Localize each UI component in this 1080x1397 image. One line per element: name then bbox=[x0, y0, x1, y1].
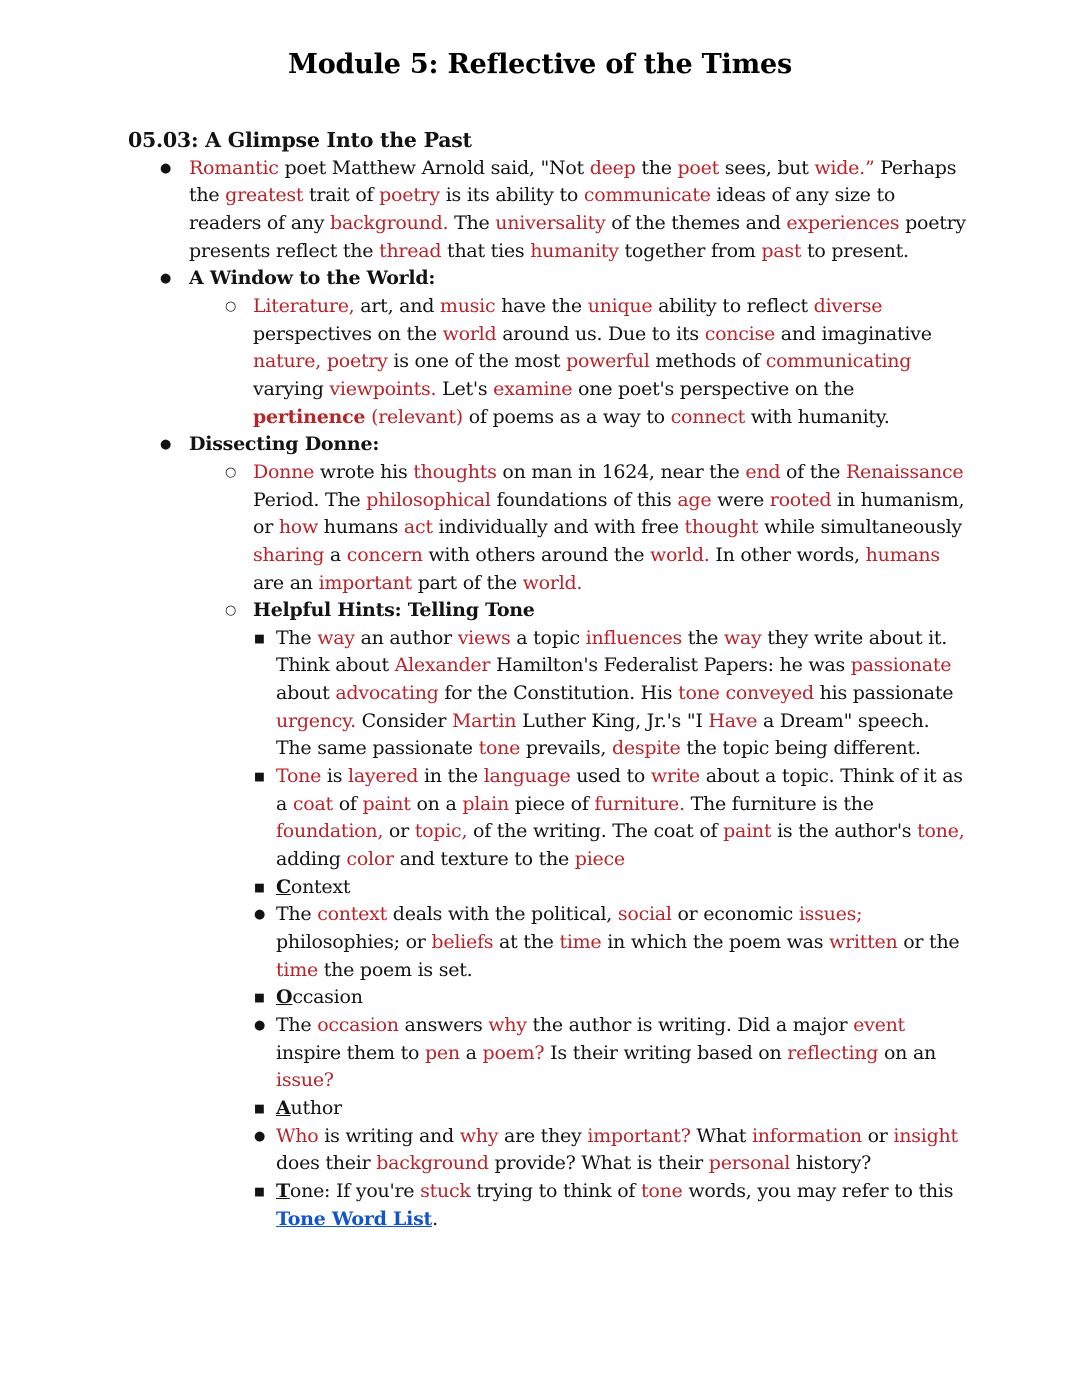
circle-bullet-icon: ○ bbox=[225, 603, 237, 619]
list-item bbox=[128, 155, 968, 266]
text-run: urgency. bbox=[276, 709, 356, 732]
text-run: thought bbox=[684, 516, 759, 539]
square-bullet-icon: ■ bbox=[254, 630, 265, 645]
text-run: diverse bbox=[813, 294, 883, 317]
text-run: is writing and bbox=[318, 1124, 460, 1147]
text-run: of bbox=[332, 792, 363, 815]
list-item-text bbox=[276, 1097, 342, 1119]
text-run: that ties bbox=[441, 239, 531, 262]
text-run: concise bbox=[704, 322, 775, 345]
square-bullet-icon: ■ bbox=[254, 990, 265, 1005]
text-run: In other words, bbox=[709, 543, 866, 566]
text-run: answers bbox=[398, 1014, 489, 1036]
text-run: foundations of this bbox=[490, 488, 678, 511]
text-run: they write about it. Think about bbox=[276, 626, 948, 677]
text-run: sees, but bbox=[718, 156, 815, 179]
text-run: Dissecting Donne: bbox=[189, 433, 380, 456]
text-run: color bbox=[346, 848, 394, 871]
text-run: The bbox=[448, 211, 496, 234]
text-run: pen bbox=[424, 1041, 460, 1064]
text-run: humans bbox=[865, 543, 940, 566]
text-run: plain bbox=[462, 792, 509, 815]
text-run: information bbox=[751, 1124, 862, 1147]
text-run: tone, bbox=[917, 820, 965, 843]
list-item-text bbox=[253, 461, 964, 594]
text-run: world. bbox=[522, 571, 583, 594]
text-run: thread bbox=[379, 239, 442, 262]
list-item bbox=[128, 625, 968, 763]
text-run: issues; bbox=[798, 903, 863, 926]
text-run: reflecting bbox=[787, 1041, 879, 1064]
text-run: humanity bbox=[530, 239, 619, 262]
circle-bullet-icon: ○ bbox=[225, 298, 237, 314]
text-run: or bbox=[383, 820, 415, 843]
text-run: the topic being different. bbox=[680, 737, 921, 760]
text-run: trait of bbox=[303, 184, 380, 207]
text-run: C bbox=[276, 875, 291, 898]
text-run: context bbox=[317, 903, 387, 926]
list-item-text bbox=[276, 903, 959, 980]
list-item bbox=[128, 431, 968, 459]
text-run: sharing bbox=[253, 543, 325, 566]
text-run: why bbox=[459, 1124, 499, 1147]
text-run: end bbox=[745, 460, 781, 483]
text-run: uthor bbox=[290, 1096, 342, 1119]
text-run: in which the poem was bbox=[601, 931, 830, 954]
text-run: age bbox=[677, 488, 712, 511]
text-run: with humanity. bbox=[744, 405, 890, 428]
text-run: deep bbox=[589, 156, 636, 179]
text-run: beliefs bbox=[431, 931, 494, 954]
text-run: while simultaneously bbox=[758, 516, 962, 539]
text-run: to present. bbox=[801, 239, 909, 262]
text-run: paint bbox=[362, 792, 411, 815]
square-bullet-icon: ■ bbox=[254, 879, 265, 894]
text-run: prevails, bbox=[520, 737, 612, 760]
text-run: wide.” bbox=[814, 156, 875, 179]
text-run: are an bbox=[253, 571, 319, 594]
list-item-text bbox=[189, 267, 435, 289]
text-run: communicate bbox=[583, 184, 711, 207]
text-run: Martin bbox=[451, 709, 517, 732]
text-run: Renaissance bbox=[845, 460, 964, 483]
disc-bullet-icon: ● bbox=[254, 907, 266, 923]
list-item bbox=[128, 265, 968, 293]
text-run: rooted bbox=[769, 488, 832, 511]
text-run: together from bbox=[618, 239, 762, 262]
list-item-text bbox=[189, 157, 966, 262]
text-run: passionate bbox=[850, 654, 952, 677]
text-run: and imaginative bbox=[774, 322, 932, 345]
text-run: perspectives on the bbox=[253, 322, 443, 345]
text-run: thoughts bbox=[413, 460, 497, 483]
document-title: Module 5: Reflective of the Times bbox=[288, 49, 792, 80]
text-run: the bbox=[681, 626, 724, 649]
text-run: occasion bbox=[317, 1014, 399, 1036]
disc-bullet-icon: ● bbox=[160, 160, 172, 176]
text-run: concern bbox=[346, 543, 423, 566]
square-bullet-icon: ■ bbox=[254, 1100, 265, 1115]
text-run: are they bbox=[498, 1124, 588, 1147]
text-run: in the bbox=[418, 765, 484, 788]
text-run: individually and with free bbox=[432, 516, 685, 539]
text-run: universality bbox=[495, 211, 606, 234]
text-run: in humanism, or bbox=[253, 488, 965, 539]
text-run: with others around the bbox=[422, 543, 650, 566]
text-run: words, you may refer to this bbox=[682, 1179, 954, 1202]
text-run: around us. Due to its bbox=[496, 322, 705, 345]
text-run: for the Constitution. His bbox=[438, 682, 679, 705]
text-run: Literature, bbox=[253, 294, 355, 317]
document-content bbox=[128, 127, 968, 1233]
text-run: part of the bbox=[411, 571, 523, 594]
text-run: background. bbox=[330, 211, 449, 234]
disc-bullet-icon: ● bbox=[160, 271, 172, 287]
text-run: way bbox=[317, 626, 355, 649]
text-run: examine bbox=[493, 377, 573, 400]
text-run: Romantic bbox=[189, 156, 279, 179]
text-run: The bbox=[276, 903, 318, 926]
text-run: Let's bbox=[436, 377, 494, 400]
text-run: varying bbox=[253, 377, 330, 400]
list-item bbox=[128, 1178, 968, 1233]
text-run: experiences bbox=[786, 211, 900, 234]
text-run: way bbox=[723, 626, 762, 649]
text-run: at the bbox=[493, 931, 560, 954]
list-item-text bbox=[276, 1180, 953, 1230]
text-run: piece of bbox=[508, 792, 595, 815]
circle-bullet-icon: ○ bbox=[225, 464, 237, 480]
text-run: of poems as a way to bbox=[462, 405, 671, 428]
text-run: about a topic. Think of it as a bbox=[276, 765, 963, 815]
section-heading: 05.03: A Glimpse Into the Past bbox=[128, 128, 472, 152]
text-run: poet Matthew Arnold said, "Not bbox=[278, 156, 590, 179]
text-run: Is their writing based on bbox=[544, 1041, 788, 1064]
text-run: unique bbox=[587, 294, 653, 317]
disc-bullet-icon: ● bbox=[160, 437, 172, 453]
text-run: background bbox=[376, 1152, 489, 1175]
text-run: insight bbox=[893, 1124, 958, 1147]
text-run: or the bbox=[897, 931, 960, 954]
text-run: deals with the political, bbox=[387, 903, 618, 926]
text-run: powerful bbox=[566, 350, 650, 373]
text-run: coat bbox=[292, 792, 333, 815]
text-run: humans bbox=[318, 516, 404, 539]
list-item bbox=[128, 1012, 968, 1095]
text-run: provide? What is their bbox=[488, 1152, 709, 1175]
text-run: issue? bbox=[276, 1069, 334, 1092]
text-run: on man in 1624, near the bbox=[496, 460, 746, 483]
text-run: Consider bbox=[355, 709, 452, 732]
text-run: one poet's perspective on the bbox=[572, 377, 855, 400]
text-run: important? bbox=[587, 1124, 691, 1147]
text-run: act bbox=[403, 516, 433, 539]
list-item-text bbox=[276, 765, 964, 870]
square-bullet-icon: ■ bbox=[254, 1183, 265, 1198]
text-run: is bbox=[321, 765, 349, 788]
document-body bbox=[128, 155, 968, 1234]
text-run: on an bbox=[878, 1041, 937, 1064]
text-run: Donne bbox=[253, 460, 315, 483]
list-item bbox=[128, 984, 968, 1012]
text-run: poetry bbox=[379, 184, 440, 207]
text-run: event bbox=[853, 1014, 905, 1036]
list-item bbox=[128, 597, 968, 625]
text-run: tone conveyed bbox=[678, 682, 814, 705]
text-run: communicating bbox=[765, 350, 912, 373]
text-run: poem? bbox=[482, 1041, 545, 1064]
text-run: world bbox=[442, 322, 497, 345]
text-run: O bbox=[276, 986, 293, 1009]
text-run: Luther King, Jr.'s "I bbox=[516, 709, 709, 732]
text-run: his passionate bbox=[813, 682, 954, 705]
list-item-text bbox=[276, 1014, 936, 1091]
list-item bbox=[128, 901, 968, 984]
text-run: important bbox=[318, 571, 412, 594]
tone-word-list-link[interactable]: Tone Word List bbox=[276, 1207, 433, 1230]
text-run: does their bbox=[276, 1152, 377, 1175]
text-run: or economic bbox=[671, 903, 799, 926]
text-run: philosophical bbox=[366, 488, 491, 511]
text-run: topic, bbox=[414, 820, 468, 843]
text-run: world. bbox=[649, 543, 710, 566]
text-run: pertinence bbox=[253, 405, 366, 428]
text-run: tone bbox=[478, 737, 521, 760]
text-run: viewpoints. bbox=[329, 377, 437, 400]
list-item-text bbox=[276, 1125, 958, 1175]
text-run: advocating bbox=[335, 682, 439, 705]
text-run: social bbox=[617, 903, 672, 926]
text-run: Tone bbox=[276, 765, 322, 788]
text-run: What bbox=[690, 1124, 752, 1147]
list-item bbox=[128, 1095, 968, 1123]
text-run: despite bbox=[611, 737, 681, 760]
text-run: or bbox=[861, 1124, 894, 1147]
text-run: The bbox=[276, 626, 318, 649]
text-run: Have bbox=[708, 709, 758, 732]
text-run: of the bbox=[780, 460, 846, 483]
text-run: personal bbox=[708, 1152, 791, 1175]
text-run: . bbox=[432, 1207, 438, 1230]
text-run: Period. The bbox=[253, 488, 367, 511]
text-run: furniture. bbox=[594, 792, 685, 815]
text-run: ccasion bbox=[292, 986, 363, 1009]
text-run: poetry presents reflect the bbox=[189, 211, 966, 262]
disc-bullet-icon: ● bbox=[254, 1128, 266, 1144]
text-run: of the themes and bbox=[605, 211, 787, 234]
text-run: is the author's bbox=[771, 820, 918, 843]
text-run: wrote his bbox=[314, 460, 414, 483]
square-bullet-icon: ■ bbox=[254, 769, 265, 784]
text-run: write bbox=[650, 765, 700, 788]
text-run: time bbox=[276, 958, 318, 981]
text-run: methods of bbox=[649, 350, 766, 373]
text-run: written bbox=[829, 931, 898, 954]
text-run: how bbox=[278, 516, 319, 539]
disc-bullet-icon: ● bbox=[254, 1018, 266, 1033]
text-run: art, and bbox=[354, 294, 440, 317]
list-item bbox=[128, 1123, 968, 1178]
text-run: paint bbox=[723, 820, 772, 843]
text-run: a bbox=[324, 543, 347, 566]
text-run: an author bbox=[354, 626, 458, 649]
text-run: views bbox=[457, 626, 511, 649]
list-item-text bbox=[189, 433, 379, 455]
text-run: trying to think of bbox=[470, 1179, 641, 1202]
text-run: time bbox=[559, 931, 602, 954]
text-run: stuck bbox=[420, 1179, 471, 1202]
text-run: ontext bbox=[290, 875, 351, 898]
text-run: Perhaps the bbox=[189, 156, 957, 207]
text-run: past bbox=[761, 239, 802, 262]
text-run: have the bbox=[495, 294, 588, 317]
text-run: history? bbox=[790, 1152, 872, 1175]
text-run: philosophies; or bbox=[276, 931, 432, 954]
text-run: The furniture is the bbox=[684, 792, 874, 815]
list-item-text bbox=[253, 599, 535, 621]
text-run: A bbox=[276, 1096, 291, 1119]
text-run: Helpful Hints: Telling Tone bbox=[253, 599, 535, 622]
text-run: A Window to the World: bbox=[189, 267, 436, 290]
text-run: on a bbox=[410, 792, 463, 815]
text-run: Alexander bbox=[394, 654, 491, 677]
text-run: greatest bbox=[225, 184, 304, 207]
text-run: the bbox=[635, 156, 678, 179]
text-run: about bbox=[276, 682, 336, 705]
text-run: piece bbox=[574, 848, 625, 871]
text-run: were bbox=[711, 488, 770, 511]
text-run: is one of the most bbox=[387, 350, 567, 373]
text-run: and texture to the bbox=[393, 848, 575, 871]
list-item-text bbox=[276, 986, 363, 1008]
text-run: inspire them to bbox=[276, 1041, 425, 1064]
text-run: ability to reflect bbox=[652, 294, 814, 317]
list-item-text bbox=[276, 627, 953, 760]
text-run: connect bbox=[670, 405, 745, 428]
text-run: the author is writing. Did a major bbox=[526, 1014, 854, 1036]
text-run: influences bbox=[585, 626, 682, 649]
text-run: of the writing. The coat of bbox=[467, 820, 724, 843]
list-item bbox=[128, 459, 968, 597]
text-run: Who bbox=[276, 1124, 319, 1147]
text-run: nature, poetry bbox=[253, 350, 388, 373]
text-run: foundation, bbox=[276, 820, 384, 843]
text-run: the poem is set. bbox=[317, 958, 473, 981]
text-run: a topic bbox=[510, 626, 586, 649]
text-run: one: If you're bbox=[289, 1179, 421, 1202]
text-run: The bbox=[276, 1014, 318, 1036]
list-item bbox=[128, 874, 968, 902]
text-run: language bbox=[483, 765, 571, 788]
text-run: layered bbox=[348, 765, 419, 788]
text-run: a Dream" speech. The same passionate bbox=[276, 709, 930, 760]
text-run: Hamilton's Federalist Papers: he was bbox=[490, 654, 851, 677]
text-run: tone bbox=[640, 1179, 683, 1202]
text-run: used to bbox=[570, 765, 651, 788]
text-run: a bbox=[459, 1041, 483, 1064]
list-item bbox=[128, 763, 968, 874]
text-run: why bbox=[488, 1014, 527, 1036]
list-item-text bbox=[253, 295, 932, 428]
text-run: ideas of any size to readers of any bbox=[189, 184, 896, 234]
text-run: is its ability to bbox=[439, 184, 584, 207]
list-item-text bbox=[276, 876, 350, 898]
text-run: poet bbox=[677, 156, 719, 179]
text-run: (relevant) bbox=[371, 405, 463, 428]
text-run: music bbox=[439, 294, 496, 317]
list-item bbox=[128, 293, 968, 431]
text-run: T bbox=[276, 1179, 290, 1202]
text-run: adding bbox=[276, 848, 347, 871]
